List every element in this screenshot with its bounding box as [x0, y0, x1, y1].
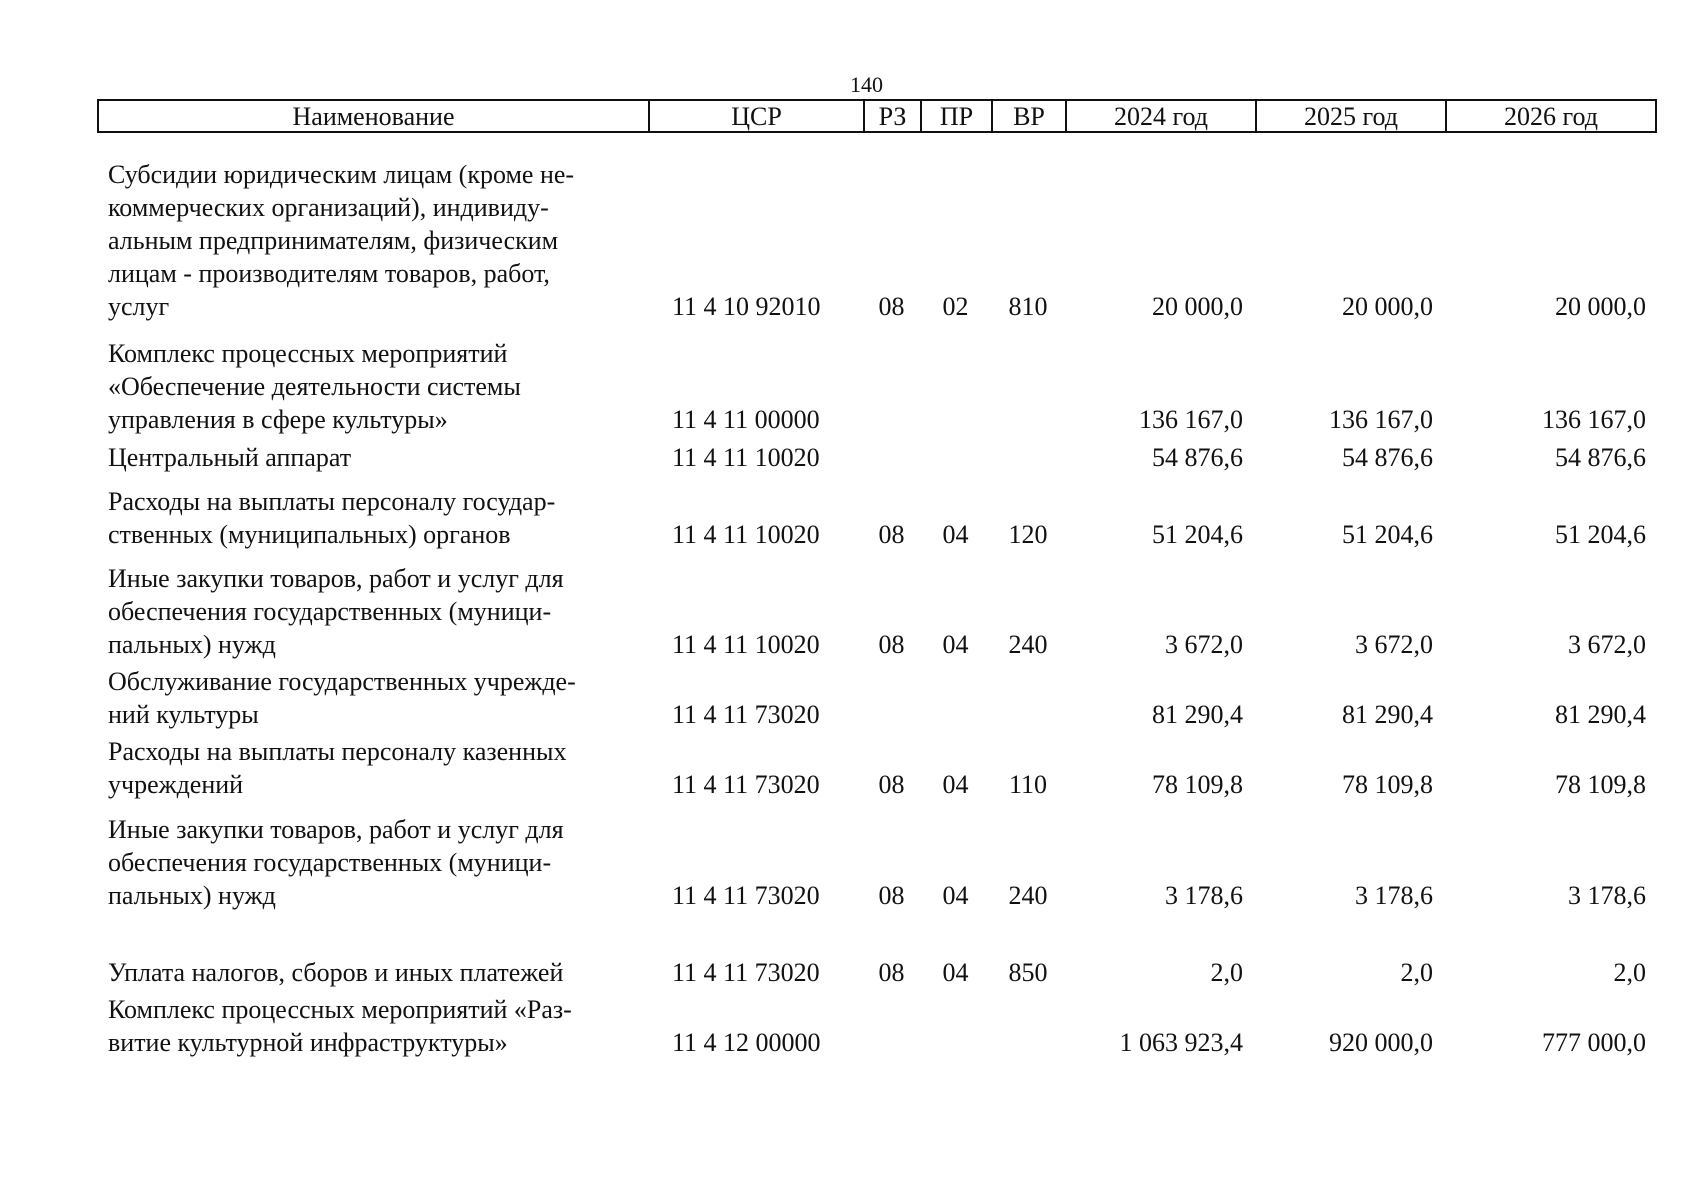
row-name: Обслуживание государственных учрежде- ний культуры	[108, 667, 576, 729]
row-name: Субсидии юридическим лицам (кроме не- коммерческих организаций), индивиду- альным предпринимателям, физическим лицам - производителям товаров, работ, услуг	[108, 160, 575, 321]
column-header-2026: 2026 год	[1504, 102, 1598, 131]
row-csr: 11 4 11 10020	[672, 443, 820, 472]
page-number: 140	[850, 72, 883, 97]
row-csr: 11 4 11 73020	[672, 770, 820, 799]
row-amount-2025: 3 178,6	[1355, 881, 1433, 910]
row-amount-2025: 81 290,4	[1342, 700, 1433, 729]
row-amount-2025: 2,0	[1400, 958, 1433, 987]
row-rz: 08	[878, 770, 905, 799]
row-amount-2025: 54 876,6	[1342, 443, 1433, 472]
row-name: Иные закупки товаров, работ и услуг для обеспечения государственных (муници- пальных) нужд	[108, 815, 564, 910]
row-amount-2026: 51 204,6	[1555, 520, 1646, 549]
row-amount-2024: 20 000,0	[1152, 292, 1243, 321]
table-row	[97, 665, 1657, 731]
row-amount-2026: 3 178,6	[1568, 881, 1646, 910]
row-vr: 240	[1008, 630, 1048, 659]
table-row	[97, 485, 1657, 551]
row-pr: 04	[942, 630, 969, 659]
row-amount-2026: 20 000,0	[1555, 292, 1646, 321]
row-amount-2024: 3 672,0	[1165, 630, 1243, 659]
row-amount-2025: 3 672,0	[1355, 630, 1433, 659]
row-csr: 11 4 11 10020	[672, 630, 820, 659]
column-header-2025: 2025 год	[1257, 101, 1447, 131]
column-header-vr: ВР	[993, 101, 1067, 131]
table-row	[97, 337, 1657, 436]
row-name: Уплата налогов, сборов и иных платежей	[108, 958, 564, 987]
row-amount-2024: 78 109,8	[1152, 770, 1243, 799]
row-amount-2025: 136 167,0	[1329, 405, 1433, 434]
row-csr: 11 4 10 92010	[672, 292, 821, 321]
row-name: Иные закупки товаров, работ и услуг для обеспечения государственных (муници- пальных) нужд	[108, 564, 564, 659]
column-header-csr: ЦСР	[650, 101, 865, 131]
column-header-name: Наименование	[99, 101, 650, 131]
row-amount-2024: 3 178,6	[1165, 881, 1243, 910]
table-header	[97, 99, 1657, 133]
row-rz: 08	[878, 958, 905, 987]
table-row	[97, 813, 1657, 912]
row-csr: 11 4 12 00000	[672, 1028, 821, 1057]
row-vr: 810	[1008, 292, 1048, 321]
row-amount-2025: 51 204,6	[1342, 520, 1433, 549]
column-header-2024: 2024 год	[1067, 101, 1257, 131]
row-pr: 04	[942, 881, 969, 910]
row-amount-2024: 1 063 923,4	[1119, 1028, 1243, 1057]
row-csr: 11 4 11 73020	[672, 958, 820, 987]
table-row	[97, 956, 1657, 989]
row-pr: 04	[942, 958, 969, 987]
row-name: Комплекс процессных мероприятий «Раз- витие культурной инфраструктуры»	[108, 995, 572, 1057]
column-header-pr: ПР	[922, 101, 993, 131]
row-rz: 08	[878, 292, 905, 321]
table-body	[97, 158, 1657, 1059]
row-amount-2026: 777 000,0	[1542, 1028, 1646, 1057]
row-name: Комплекс процессных мероприятий «Обеспечение деятельности системы управления в сфере культуры»	[108, 339, 521, 434]
row-amount-2026: 136 167,0	[1542, 405, 1646, 434]
table-row	[97, 158, 1657, 323]
row-vr: 110	[1008, 770, 1048, 799]
row-amount-2026: 81 290,4	[1555, 700, 1646, 729]
row-rz: 08	[878, 881, 905, 910]
row-pr: 02	[942, 292, 969, 321]
row-amount-2025: 78 109,8	[1342, 770, 1433, 799]
row-rz: 08	[878, 520, 905, 549]
row-vr: 120	[1008, 520, 1048, 549]
row-name: Расходы на выплаты персоналу казенных учреждений	[108, 737, 567, 799]
table-row	[97, 735, 1657, 801]
row-pr: 04	[942, 520, 969, 549]
row-name: Центральный аппарат	[108, 443, 352, 472]
row-amount-2024: 81 290,4	[1152, 700, 1243, 729]
row-csr: 11 4 11 10020	[672, 520, 820, 549]
row-amount-2026: 78 109,8	[1555, 770, 1646, 799]
table-row	[97, 993, 1657, 1059]
table-row	[97, 562, 1657, 661]
row-amount-2025: 920 000,0	[1329, 1028, 1433, 1057]
row-amount-2024: 2,0	[1210, 958, 1243, 987]
column-header-rz: РЗ	[865, 101, 922, 131]
row-vr: 240	[1008, 881, 1048, 910]
row-vr: 850	[1008, 958, 1048, 987]
row-amount-2024: 136 167,0	[1139, 405, 1243, 434]
row-amount-2025: 20 000,0	[1342, 292, 1433, 321]
row-amount-2024: 54 876,6	[1152, 443, 1243, 472]
row-csr: 11 4 11 00000	[672, 405, 820, 434]
row-name: Расходы на выплаты персоналу государ- ственных (муниципальных) органов	[108, 487, 556, 549]
row-amount-2024: 51 204,6	[1152, 520, 1243, 549]
row-rz: 08	[878, 630, 905, 659]
row-amount-2026: 3 672,0	[1568, 630, 1646, 659]
row-amount-2026: 2,0	[1613, 958, 1646, 987]
row-pr: 04	[942, 770, 969, 799]
row-amount-2026: 54 876,6	[1555, 443, 1646, 472]
row-csr: 11 4 11 73020	[672, 700, 820, 729]
table-row	[97, 441, 1657, 474]
row-csr: 11 4 11 73020	[672, 881, 820, 910]
